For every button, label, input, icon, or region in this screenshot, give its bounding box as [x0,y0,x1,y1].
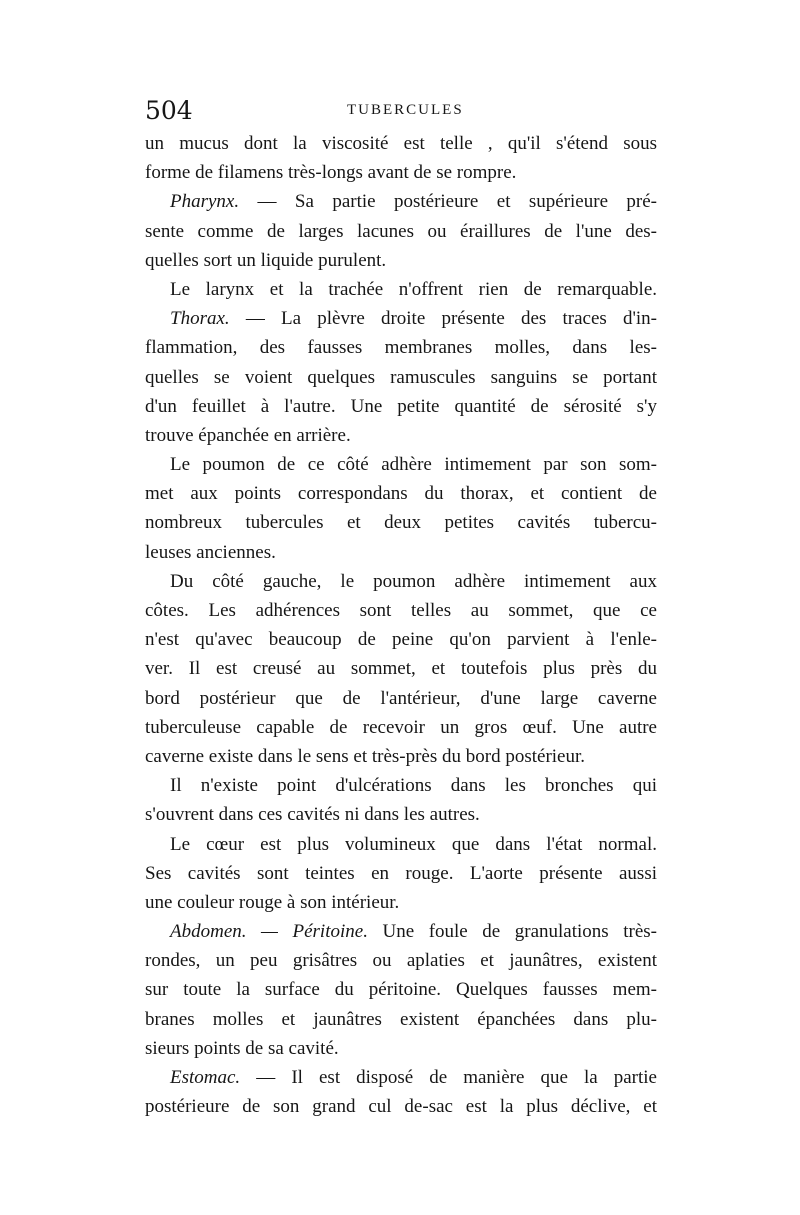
line-text: trouve épanchée en arrière. [145,424,351,446]
text-line [145,333,657,362]
section-heading: Pharynx. [170,191,240,213]
text-line [145,479,657,508]
line-text: Le poumon de ce côté adhère intimement par son som- [170,454,657,476]
page-number: 504 [145,96,193,125]
line-text: Une foule de granulations très- [367,921,657,943]
line-text: leuses anciennes. [145,541,276,563]
line-text: sieurs points de sa cavité. [145,1037,339,1059]
body-text [145,129,657,1121]
text-line [145,1034,657,1063]
line-text: sente comme de larges lacunes ou éraillures de l'une des- [145,220,657,242]
text-line [145,596,657,625]
line-text: Le cœur est plus volumineux que dans l'état normal. [170,833,657,855]
line-text: — Il est disposé de manière que la partie [240,1067,657,1088]
line-text: postérieure de son grand cul de-sac est la plus déclive, et [145,1096,657,1118]
text-line [145,304,657,333]
text-line [145,800,657,829]
text-line [145,888,657,917]
section-heading: Estomac. [170,1067,241,1088]
text-line [145,742,657,771]
line-text: met aux points correspondans du thorax, et contient de [145,483,657,505]
line-text: caverne existe dans le sens et très-près du bord postérieur. [145,745,586,767]
line-text: flammation, des fausses membranes molles, dans les- [145,337,657,359]
line-text: une couleur rouge à son intérieur. [145,891,400,913]
line-text: quelles sort un liquide purulent. [145,249,387,271]
line-text: — La plèvre droite présente des traces d'in- [229,308,657,330]
line-text: Ses cavités sont teintes en rouge. L'aorte présente aussi [145,862,657,884]
text-line [145,158,657,187]
text-line [145,859,657,888]
line-text: nombreux tubercules et deux petites cavités tubercu- [145,512,657,534]
text-line [145,771,657,800]
line-text: rondes, un peu grisâtres ou aplaties et jaunâtres, existent [145,950,657,972]
text-line [145,187,657,216]
text-line [145,713,657,742]
text-line [145,654,657,683]
line-text: quelles se voient quelques ramuscules sanguins se portant [145,366,657,388]
text-line [145,625,657,654]
text-line [145,1005,657,1034]
text-line [145,421,657,450]
line-text: ver. Il est creusé au sommet, et toutefois plus près du [145,658,657,680]
text-line [145,946,657,975]
line-text: Du côté gauche, le poumon adhère intimement aux [170,570,657,592]
line-text: un mucus dont la viscosité est telle , qu'il s'étend sous [145,133,657,154]
text-line [145,246,657,275]
line-text: — Sa partie postérieure et supérieure pré- [239,191,657,213]
section-heading: Thorax. [170,308,230,330]
line-text: branes molles et jaunâtres existent épanchées dans plu- [145,1008,657,1030]
section-heading: Abdomen. — Péritoine. [170,921,368,943]
line-text: bord postérieur que de l'antérieur, d'une large caverne [145,687,657,709]
line-text: d'un feuillet à l'autre. Une petite quantité de sérosité s'y [145,395,657,417]
line-text: tuberculeuse capable de recevoir un gros œuf. Une autre [145,716,657,738]
text-line [145,392,657,421]
text-line [145,830,657,859]
line-text: s'ouvrent dans ces cavités ni dans les autres. [145,804,480,826]
text-line [145,567,657,596]
running-head: TUBERCULES [347,102,464,118]
line-text: Il n'existe point d'ulcérations dans les bronches qui [170,775,657,797]
line-text: sur toute la surface du péritoine. Quelques fausses mem- [145,979,657,1001]
line-text: Le larynx et la trachée n'offrent rien de remarquable. [170,278,657,300]
text-line [145,1063,657,1092]
text-line [145,129,657,158]
text-line [145,684,657,713]
line-text: côtes. Les adhérences sont telles au sommet, que ce [145,600,657,621]
text-line [145,508,657,537]
text-line [145,975,657,1004]
text-line [145,538,657,567]
text-line [145,917,657,946]
text-line [145,217,657,246]
text-line [145,1092,657,1121]
text-line [145,450,657,479]
text-line [145,363,657,392]
line-text: forme de filamens très-longs avant de se rompre. [145,162,517,184]
text-line [145,275,657,304]
page-header [145,96,657,128]
line-text: n'est qu'avec beaucoup de peine qu'on parvient à l'enle- [145,629,657,651]
